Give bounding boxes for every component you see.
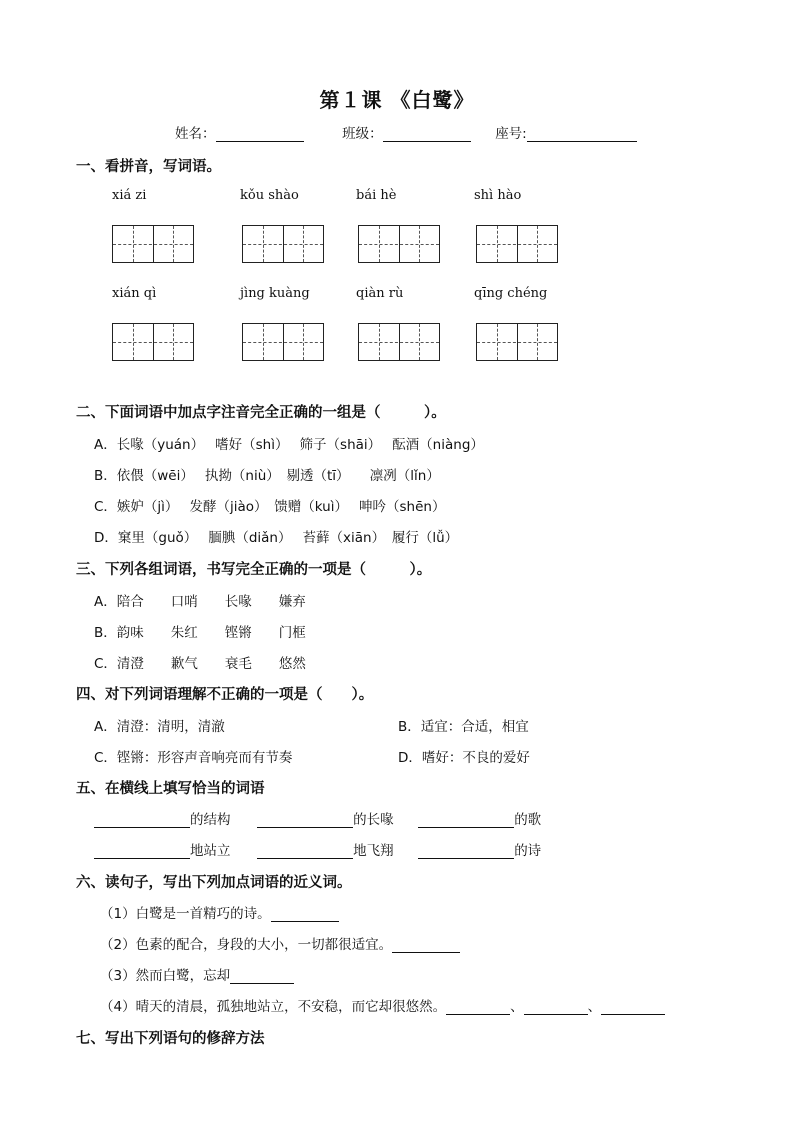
separator: 、 (510, 999, 524, 1015)
pinyin-label: bái hè (356, 188, 397, 203)
answer-blank[interactable] (418, 813, 514, 828)
section-5-heading: 五、在横线上填写恰当的词语 (76, 781, 265, 797)
blank-suffix: 地站立 (190, 843, 231, 859)
choice-option-c: C．铿锵：形容声音响亮而有节奏 (94, 750, 293, 766)
character-writing-grid[interactable] (476, 225, 558, 263)
answer-blank[interactable] (230, 969, 294, 984)
character-writing-grid[interactable] (476, 323, 558, 361)
pinyin-label: jìng kuàng (240, 286, 310, 301)
sentence-item (100, 902, 339, 922)
answer-blank[interactable] (601, 1000, 665, 1015)
sentence-text: （4）晴天的清晨，孤独地站立，不安稳，而它却很悠然。 (100, 999, 447, 1015)
choice-option: B．依偎（wēi） 执拗（niù） 剔透（tī） 凛冽（lǐn） (94, 468, 440, 484)
sentence-item (100, 933, 460, 953)
sentence-text: （2）色素的配合，身段的大小，一切都很适宜。 (100, 937, 393, 953)
pinyin-label: xiá zi (112, 188, 147, 203)
choice-option-b: B．适宜：合适，相宜 (398, 719, 529, 735)
character-writing-grid[interactable] (112, 323, 194, 361)
blank-suffix: 的结构 (190, 812, 231, 828)
choice-option: A．长喙（yuán） 嗜好（shì） 筛子（shāi） 酝酒（niàng） (94, 437, 484, 453)
answer-blank[interactable] (446, 1000, 510, 1015)
page-title: 第１课 《白鹭》 (319, 88, 475, 112)
pinyin-label: qīng chéng (474, 286, 548, 301)
sentence-text: （3）然而白鹭，忘却 (100, 968, 231, 984)
answer-blank[interactable] (392, 938, 460, 953)
section-1-heading: 一、看拼音，写词语。 (76, 159, 221, 175)
pinyin-label: xián qì (112, 286, 157, 301)
sentence-text: （1）白鹭是一首精巧的诗。 (100, 906, 271, 922)
answer-blank[interactable] (94, 844, 190, 859)
fill-blank-row (94, 808, 541, 828)
fill-blank-row (94, 839, 541, 859)
blank-suffix: 的歌 (514, 812, 542, 828)
answer-blank[interactable] (257, 844, 353, 859)
name-label: 姓名： (175, 126, 216, 142)
character-writing-grid[interactable] (242, 225, 324, 263)
class-label: 班级： (342, 126, 383, 142)
choice-option-a: A．清澄：清明，清澈 (94, 719, 225, 735)
seat-label: 座号: (495, 126, 527, 142)
sentence-item (100, 995, 665, 1015)
blank-suffix: 地飞翔 (353, 843, 394, 859)
choice-option: D．窠里（guǒ） 腼腆（diǎn） 苔藓（xiān） 履行（lǚ） (94, 530, 459, 546)
choice-option: C．清澄 歉气 衰毛 悠然 (94, 656, 306, 672)
section-4-heading: 四、对下列词语理解不正确的一项是（ ）。 (76, 687, 374, 703)
sentence-item (100, 964, 294, 984)
seat-blank[interactable] (527, 127, 637, 142)
pinyin-label: qiàn rù (356, 286, 404, 301)
character-writing-grid[interactable] (242, 323, 324, 361)
blank-suffix: 的长喙 (353, 812, 394, 828)
answer-blank[interactable] (418, 844, 514, 859)
choice-option: B．韵味 朱红 铿锵 门框 (94, 625, 306, 641)
class-blank[interactable] (383, 127, 471, 142)
choice-option: A．陪合 口哨 长喙 嫌弃 (94, 594, 306, 610)
section-2-heading: 二、下面词语中加点字注音完全正确的一组是（ ）。 (76, 405, 446, 421)
name-blank[interactable] (216, 127, 304, 142)
character-writing-grid[interactable] (112, 225, 194, 263)
character-writing-grid[interactable] (358, 323, 440, 361)
student-info-line (175, 122, 637, 142)
answer-blank[interactable] (257, 813, 353, 828)
section-6-heading: 六、读句子，写出下列加点词语的近义词。 (76, 875, 352, 891)
blank-suffix: 的诗 (514, 843, 542, 859)
answer-blank[interactable] (94, 813, 190, 828)
answer-blank[interactable] (524, 1000, 588, 1015)
choice-option-d: D．嗜好：不良的爱好 (398, 750, 530, 766)
answer-blank[interactable] (271, 907, 339, 922)
pinyin-label: shì hào (474, 188, 522, 203)
section-3-heading: 三、下列各组词语，书写完全正确的一项是（ ）。 (76, 562, 432, 578)
character-writing-grid[interactable] (358, 225, 440, 263)
separator: 、 (587, 999, 602, 1015)
pinyin-label: kǒu shào (240, 188, 299, 203)
section-7-heading: 七、写出下列语句的修辞方法 (76, 1031, 265, 1047)
choice-option: C．嫉妒（jì） 发酵（jiào） 馈赠（kuì） 呻吟（shēn） (94, 499, 446, 515)
